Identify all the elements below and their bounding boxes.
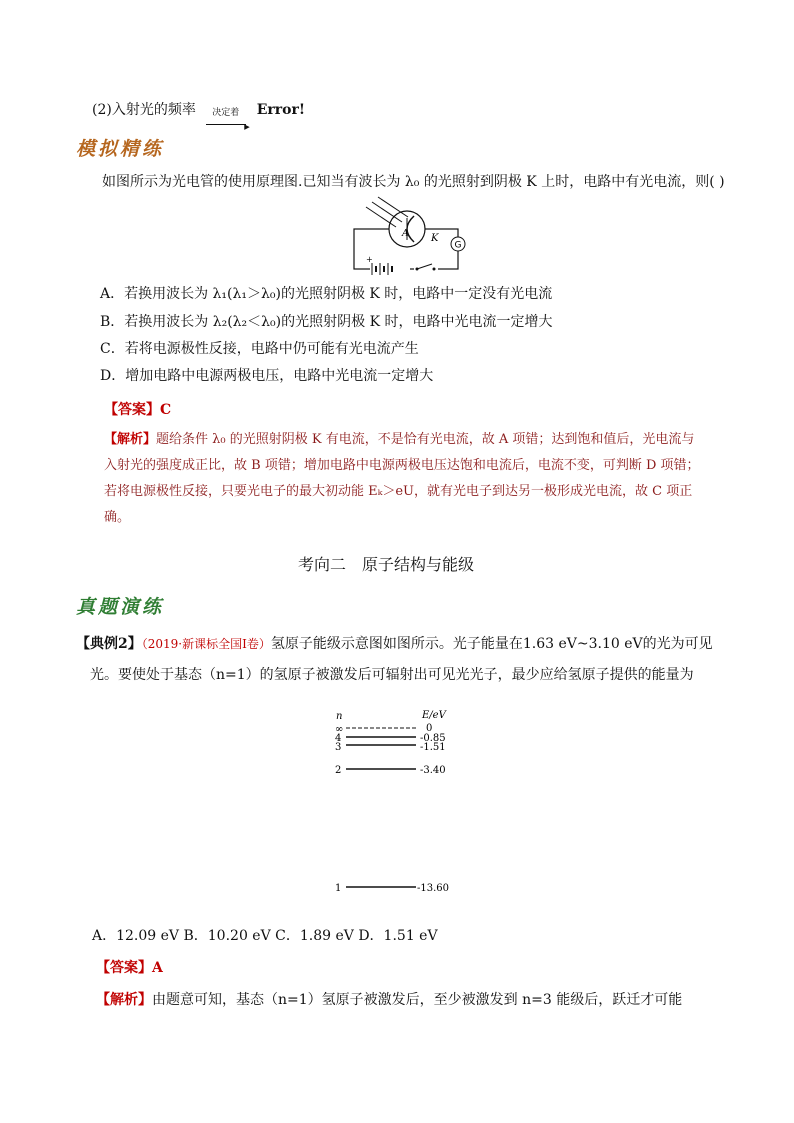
example-label: 【典例2】	[76, 636, 142, 652]
n-axis-label: n	[336, 711, 343, 722]
energy-level-diagram	[326, 700, 486, 896]
answer2	[96, 958, 163, 978]
light-ray-2	[378, 197, 408, 217]
analysis1-line4: 确。	[104, 510, 131, 525]
question1-stem: 如图所示为光电管的使用原理图.已知当有波长为 λ₀ 的光照射到阴极 K 上时，电路中有光电流，则( )	[102, 174, 725, 190]
question2-stem-text: 氢原子能级示意图如图所示。光子能量在1.63 eV~3.10 eV的光为可见	[270, 636, 713, 652]
cathode-label: K	[431, 233, 439, 244]
level-1-energy: -13.60	[417, 883, 450, 894]
light-ray-1	[372, 202, 402, 222]
option-a: A．若换用波长为 λ₁(λ₁＞λ₀)的光照射阴极 K 时，电路中一定没有光电流	[100, 286, 553, 302]
anode-label: A	[402, 229, 409, 239]
level-1-n: 1	[335, 883, 342, 894]
level-3-n: 3	[335, 742, 342, 753]
answer1	[104, 400, 171, 420]
level-infinity-energy: 0	[426, 723, 433, 734]
question2-stem-line1	[76, 634, 713, 654]
arrow-label: 决定着	[212, 108, 240, 118]
answer1-value: C	[160, 402, 172, 418]
error-text: Error!	[256, 102, 306, 118]
light-ray-3	[366, 207, 396, 227]
level-2-n: 2	[335, 765, 342, 776]
analysis1	[104, 430, 724, 528]
level-4-energy: -0.85	[420, 733, 446, 744]
phototube-circuit-figure	[352, 196, 472, 276]
analysis1-line1: 题给条件 λ₀ 的光照射阴极 K 有电流，不是恰有光电流，故 A 项错；达到饱和值后，光电流与	[156, 432, 695, 447]
frequency-line: (2)入射光的频率 决定着 ▸ Error!	[92, 102, 306, 133]
energy-axis-label: E/eV	[422, 710, 446, 721]
analysis1-line3: 若将电源极性反接，只要光电子的最大初动能 Eₖ＞eU，就有光电子到达另一极形成光电流，故 C 项正	[104, 484, 693, 499]
option-b: B．若换用波长为 λ₂(λ₂＜λ₀)的光照射阴极 K 时，电路中光电流一定增大	[100, 314, 553, 330]
section-header-practice: 模拟精练	[76, 138, 165, 160]
battery-plus-label: +	[366, 255, 373, 264]
answer2-label: 【答案】	[96, 960, 152, 976]
level-3-energy: -1.51	[420, 742, 446, 753]
level-1	[335, 883, 449, 894]
section-title-atomic-structure: 考向二 原子结构与能级	[298, 555, 475, 574]
option-c: C．若将电源极性反接，电路中仍可能有光电流产生	[100, 341, 419, 357]
level-2-energy: -3.40	[420, 765, 446, 776]
frequency-prefix: (2)入射光的频率	[92, 102, 196, 118]
analysis2	[96, 990, 682, 1010]
answer2-value: A	[152, 960, 163, 976]
example-source: （2019·新课标全国Ⅰ卷）	[141, 637, 271, 651]
section-header-real-exam: 真题演练	[76, 596, 165, 618]
level-3	[335, 742, 446, 753]
answer1-label: 【答案】	[104, 402, 160, 418]
option-d: D．增加电路中电源两极电压，电路中光电流一定增大	[100, 368, 434, 384]
level-infinity-n: ∞	[335, 724, 344, 735]
analysis1-line2: 入射光的强度成正比，故 B 项错；增加电路中电源两极电压达饱和电流后，电流不变，可判断 D 项错；	[104, 458, 700, 473]
question2-stem-line2: 光。要使处于基态（n=1）的氢原子被激发后可辐射出可见光光子，最少应给氢原子提供的能量为	[90, 667, 694, 683]
level-4-n: 4	[335, 733, 342, 744]
level-infinity	[335, 723, 432, 735]
analysis2-text: 由题意可知，基态（n=1）氢原子被激发后，至少被激发到 n=3 能级后，跃迁才可能	[152, 992, 683, 1008]
level-2	[335, 765, 446, 776]
galvanometer-label: G	[454, 240, 462, 251]
analysis2-label: 【解析】	[96, 992, 152, 1008]
analysis1-label: 【解析】	[104, 432, 157, 447]
question2-options: A．12.09 eV B．10.20 eV C．1.89 eV D．1.51 eV	[92, 928, 438, 944]
